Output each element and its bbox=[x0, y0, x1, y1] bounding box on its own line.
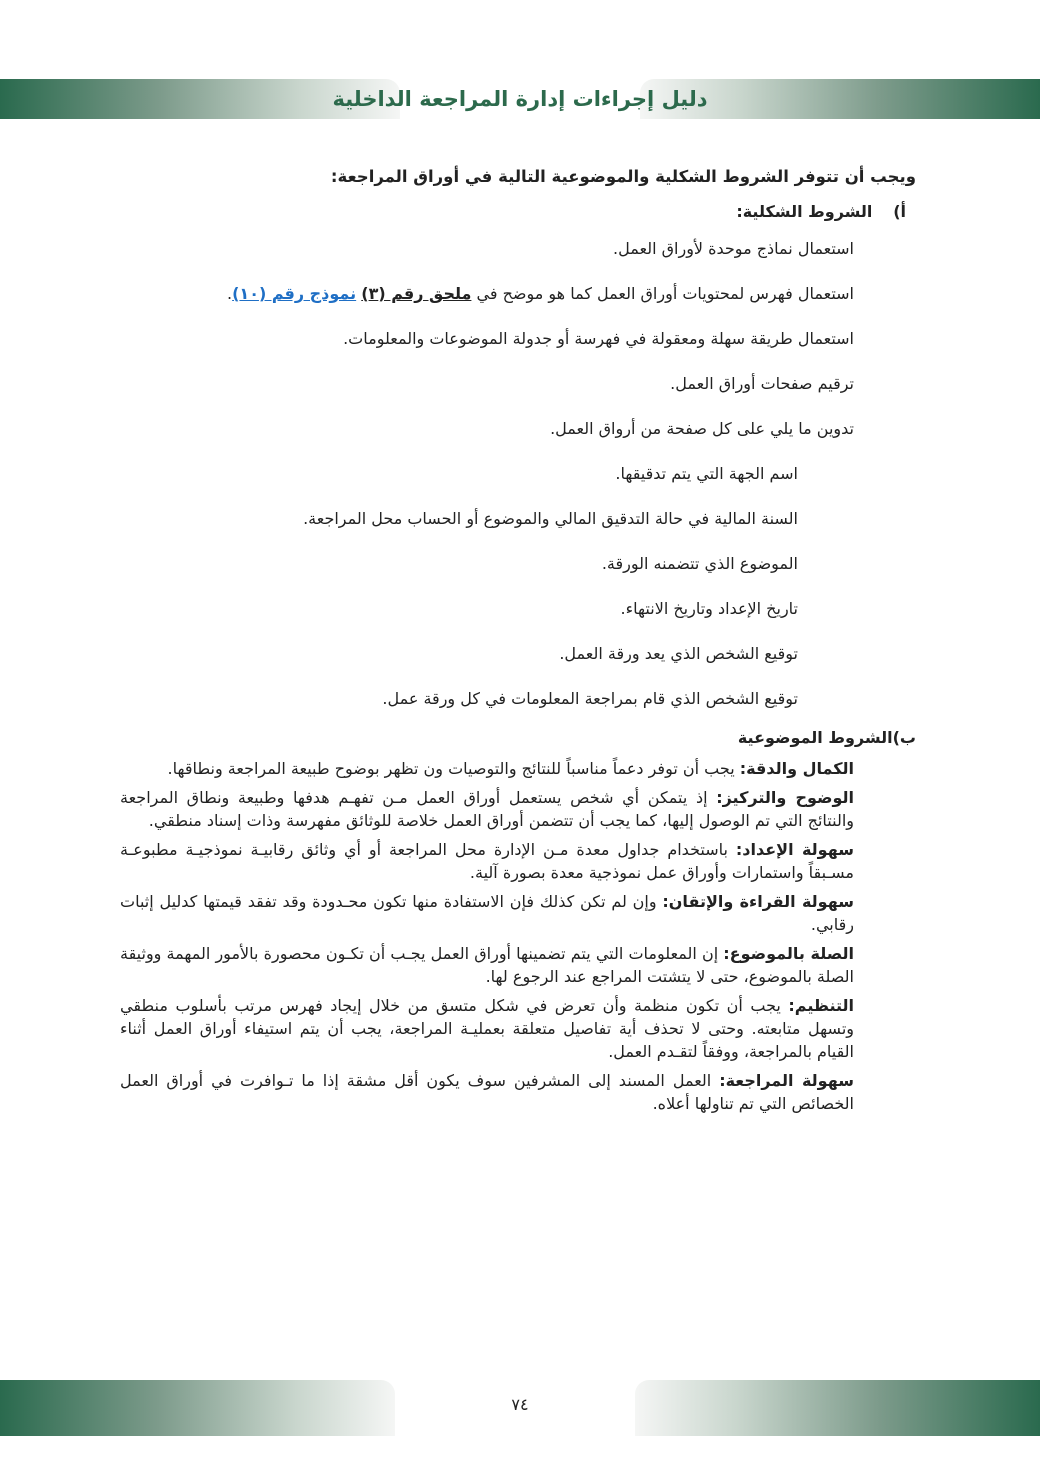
sub-list-item: اسم الجهة التي يتم تدقيقها. bbox=[615, 464, 798, 483]
section-a-heading bbox=[120, 200, 906, 223]
criterion-text: وإن لم تكن كذلك فإن الاستفادة منها تكون محـدودة وقد تفقد قيمتها كدليل إثبات رقابي. bbox=[120, 892, 854, 934]
list-item: استعمال نماذج موحدة لأوراق العمل. bbox=[613, 239, 854, 258]
page-content bbox=[120, 165, 916, 1121]
list-item bbox=[120, 282, 854, 305]
criterion-text: إن المعلومات التي يتم تضمينها أوراق العمل يجـب أن تكـون محصورة بالأمور المهمة ووثيقة الصلة بالموضوع، حتى لا يتشتت المراجع عند الرجوع لها. bbox=[120, 944, 854, 986]
criterion-term: سهولة المراجعة: bbox=[719, 1071, 855, 1090]
sub-list-item: توقيع الشخص الذي يعد ورقة العمل. bbox=[559, 644, 798, 663]
criterion-term: سهولة القراءة والإتقان: bbox=[662, 892, 854, 911]
annex-reference: ملحق رقم (٣) bbox=[361, 284, 472, 303]
criterion-term: سهولة الإعداد: bbox=[735, 840, 854, 859]
criterion-paragraph bbox=[120, 890, 854, 936]
document-title: دليل إجراءات إدارة المراجعة الداخلية bbox=[332, 87, 708, 111]
criterion-paragraph bbox=[120, 994, 854, 1063]
sub-list-item: السنة المالية في حالة التدقيق المالي والموضوع أو الحساب محل المراجعة. bbox=[303, 509, 798, 528]
sub-list-item: تاريخ الإعداد وتاريخ الانتهاء. bbox=[620, 599, 798, 618]
section-a-title: الشروط الشكلية: bbox=[736, 202, 873, 221]
list-item-text: استعمال فهرس لمحتويات أوراق العمل كما هو موضح في bbox=[476, 284, 854, 303]
criterion-paragraph bbox=[120, 786, 854, 832]
criterion-text: إذ يتمكن أي شخص يستعمل أوراق العمل مـن تفهـم هدفها وطبيعة ونطاق المراجعة والنتائج التي تم الوصول إليها، كما يجب أن تتضمن أوراق العمل خلاصة للوثائق مفهرسة وذات إسناد منطقي. bbox=[120, 788, 854, 830]
section-b-heading: ب)الشروط الموضوعية bbox=[737, 728, 916, 747]
criterion-term: الصلة بالموضوع: bbox=[723, 944, 854, 963]
criterion-text: باستخدام جداول معدة مـن الإدارة محل المراجعة أو أي وثائق رقابيـة نموذجيـة مطبوعـة مسـبقاً واستمارات وأوراق عمل نموذجية معدة بصورة آلية. bbox=[120, 840, 854, 882]
criterion-paragraph bbox=[120, 838, 854, 884]
sub-list-item: الموضوع الذي تتضمنه الورقة. bbox=[601, 554, 798, 573]
list-item: ترقيم صفحات أوراق العمل. bbox=[670, 374, 854, 393]
criterion-term: الوضوح والتركيز: bbox=[716, 788, 854, 807]
criterion-term: الكمال والدقة: bbox=[739, 759, 854, 778]
page-number: ٧٤ bbox=[511, 1395, 529, 1414]
list-item-period: . bbox=[227, 284, 233, 303]
intro-heading: ويجب أن تتوفر الشروط الشكلية والموضوعية التالية في أوراق المراجعة: bbox=[330, 167, 916, 186]
criterion-text: يجب أن تكون منظمة وأن تعرض في شكل متسق من خلال إيجاد فهرس مرتب بأسلوب منطقي وتسهل متابعته. وحتى لا تحذف أية تفاصيل متعلقة بعمليـة المراجعة، يجب أن يتم استيفاء أوراق العمل أثناء القيام بالمراجعة، ووفقاً لتقـدم العمل. bbox=[120, 996, 854, 1061]
criterion-paragraph bbox=[120, 757, 854, 780]
list-item: تدوين ما يلي على كل صفحة من أرواق العمل. bbox=[550, 419, 854, 438]
criterion-term: التنظيم: bbox=[788, 996, 854, 1015]
sub-list-item: توقيع الشخص الذي قام بمراجعة المعلومات في كل ورقة عمل. bbox=[382, 689, 798, 708]
list-item: استعمال طريقة سهلة ومعقولة في فهرسة أو جدولة الموضوعات والمعلومات. bbox=[343, 329, 854, 348]
criterion-text: العمل المسند إلى المشرفين سوف يكون أقل مشقة إذا ما تـوافرت في أوراق العمل الخصائص التي تم تناولها أعلاه. bbox=[120, 1071, 854, 1113]
form-link[interactable]: نموذج رقم (١٠) bbox=[232, 284, 357, 303]
criterion-paragraph bbox=[120, 1069, 854, 1115]
section-a-marker: أ) bbox=[893, 202, 906, 221]
header-band bbox=[0, 79, 1040, 119]
criterion-text: يجب أن توفر دعماً مناسباً للنتائج والتوصيات ون تظهر بوضوح طبيعة المراجعة ونطاقها. bbox=[167, 759, 740, 778]
criterion-paragraph bbox=[120, 942, 854, 988]
